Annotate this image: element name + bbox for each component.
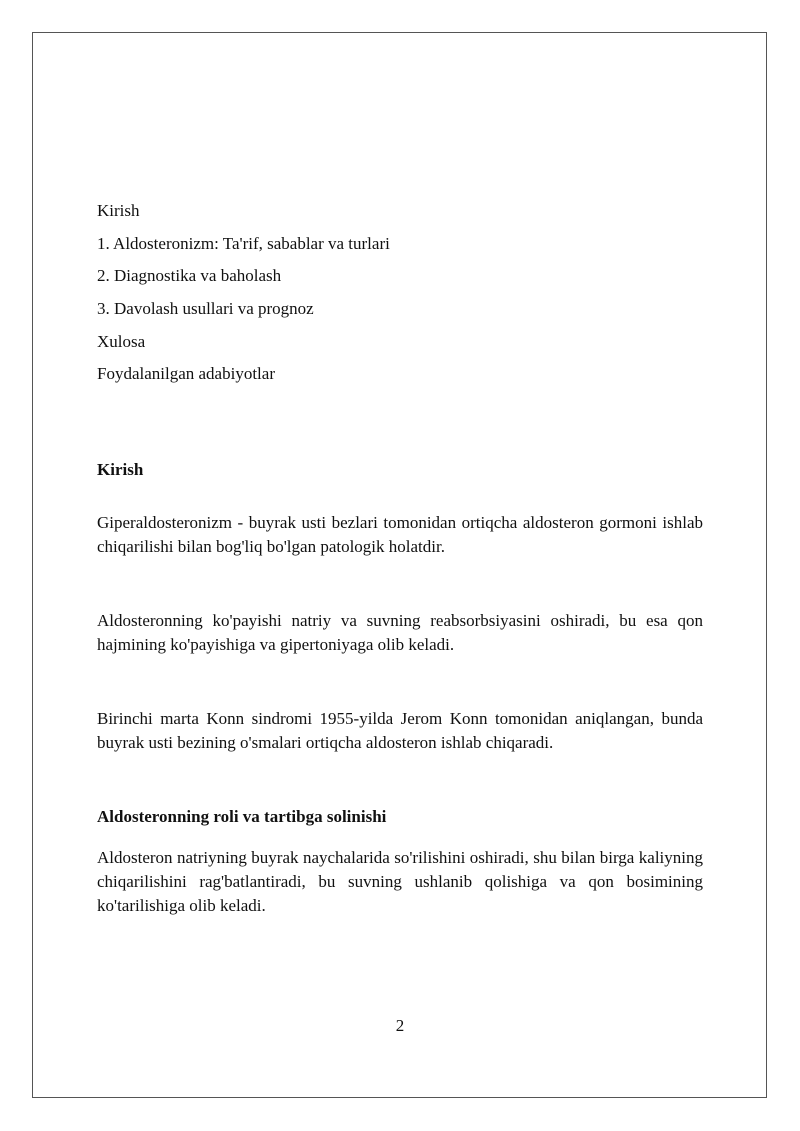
section-paragraph-block — [97, 846, 703, 918]
toc-item-xulosa: Xulosa — [97, 331, 146, 351]
page-frame — [32, 32, 767, 1098]
intro-heading: Kirish — [97, 460, 144, 479]
section-heading-block — [97, 806, 703, 828]
toc-item-chapter-3: 3. Davolash usullari va prognoz — [97, 299, 314, 319]
table-of-contents — [97, 200, 707, 396]
section-heading: Aldosteronning roli va tartibga solinishi — [97, 807, 387, 826]
intro-paragraph-2-block — [97, 609, 703, 657]
intro-paragraph-1-block — [97, 511, 703, 559]
toc-item-chapter-2: 2. Diagnostika va baholash — [97, 266, 282, 286]
toc-item-references: Foydalanilgan adabiyotlar — [97, 364, 275, 384]
intro-heading-block — [97, 459, 703, 481]
toc-item-kirish: Kirish — [97, 201, 140, 220]
toc-item-chapter-1: 1. Aldosteronizm: Ta'rif, sabablar va turlari — [97, 233, 390, 253]
intro-paragraph-2: Aldosteronning ko'payishi natriy va suvning reabsorbsiyasini oshiradi, bu esa qon hajmining ko'payishiga va gipertoniyaga olib keladi. — [97, 611, 703, 654]
page-number: 2 — [395, 1016, 405, 1035]
intro-paragraph-3-block — [97, 707, 703, 755]
intro-paragraph-3: Birinchi marta Konn sindromi 1955-yilda Jerom Konn tomonidan aniqlangan, bunda buyrak usti bezining o'smalari ortiqcha aldosteron ishlab chiqaradi. — [97, 709, 703, 752]
section-paragraph: Aldosteron natriyning buyrak naychalarida so'rilishini oshiradi, shu bilan birga kaliyning chiqarilishini rag'batlantiradi, bu suvning ushlanib qolishiga va qon bosimining ko'tarilishiga olib keladi. — [97, 848, 703, 915]
intro-paragraph-1: Giperaldosteronizm - buyrak usti bezlari tomonidan ortiqcha aldosteron gormoni ishlab chiqarilishi bilan bog'liq bo'lgan patologik holatdir. — [97, 513, 703, 556]
